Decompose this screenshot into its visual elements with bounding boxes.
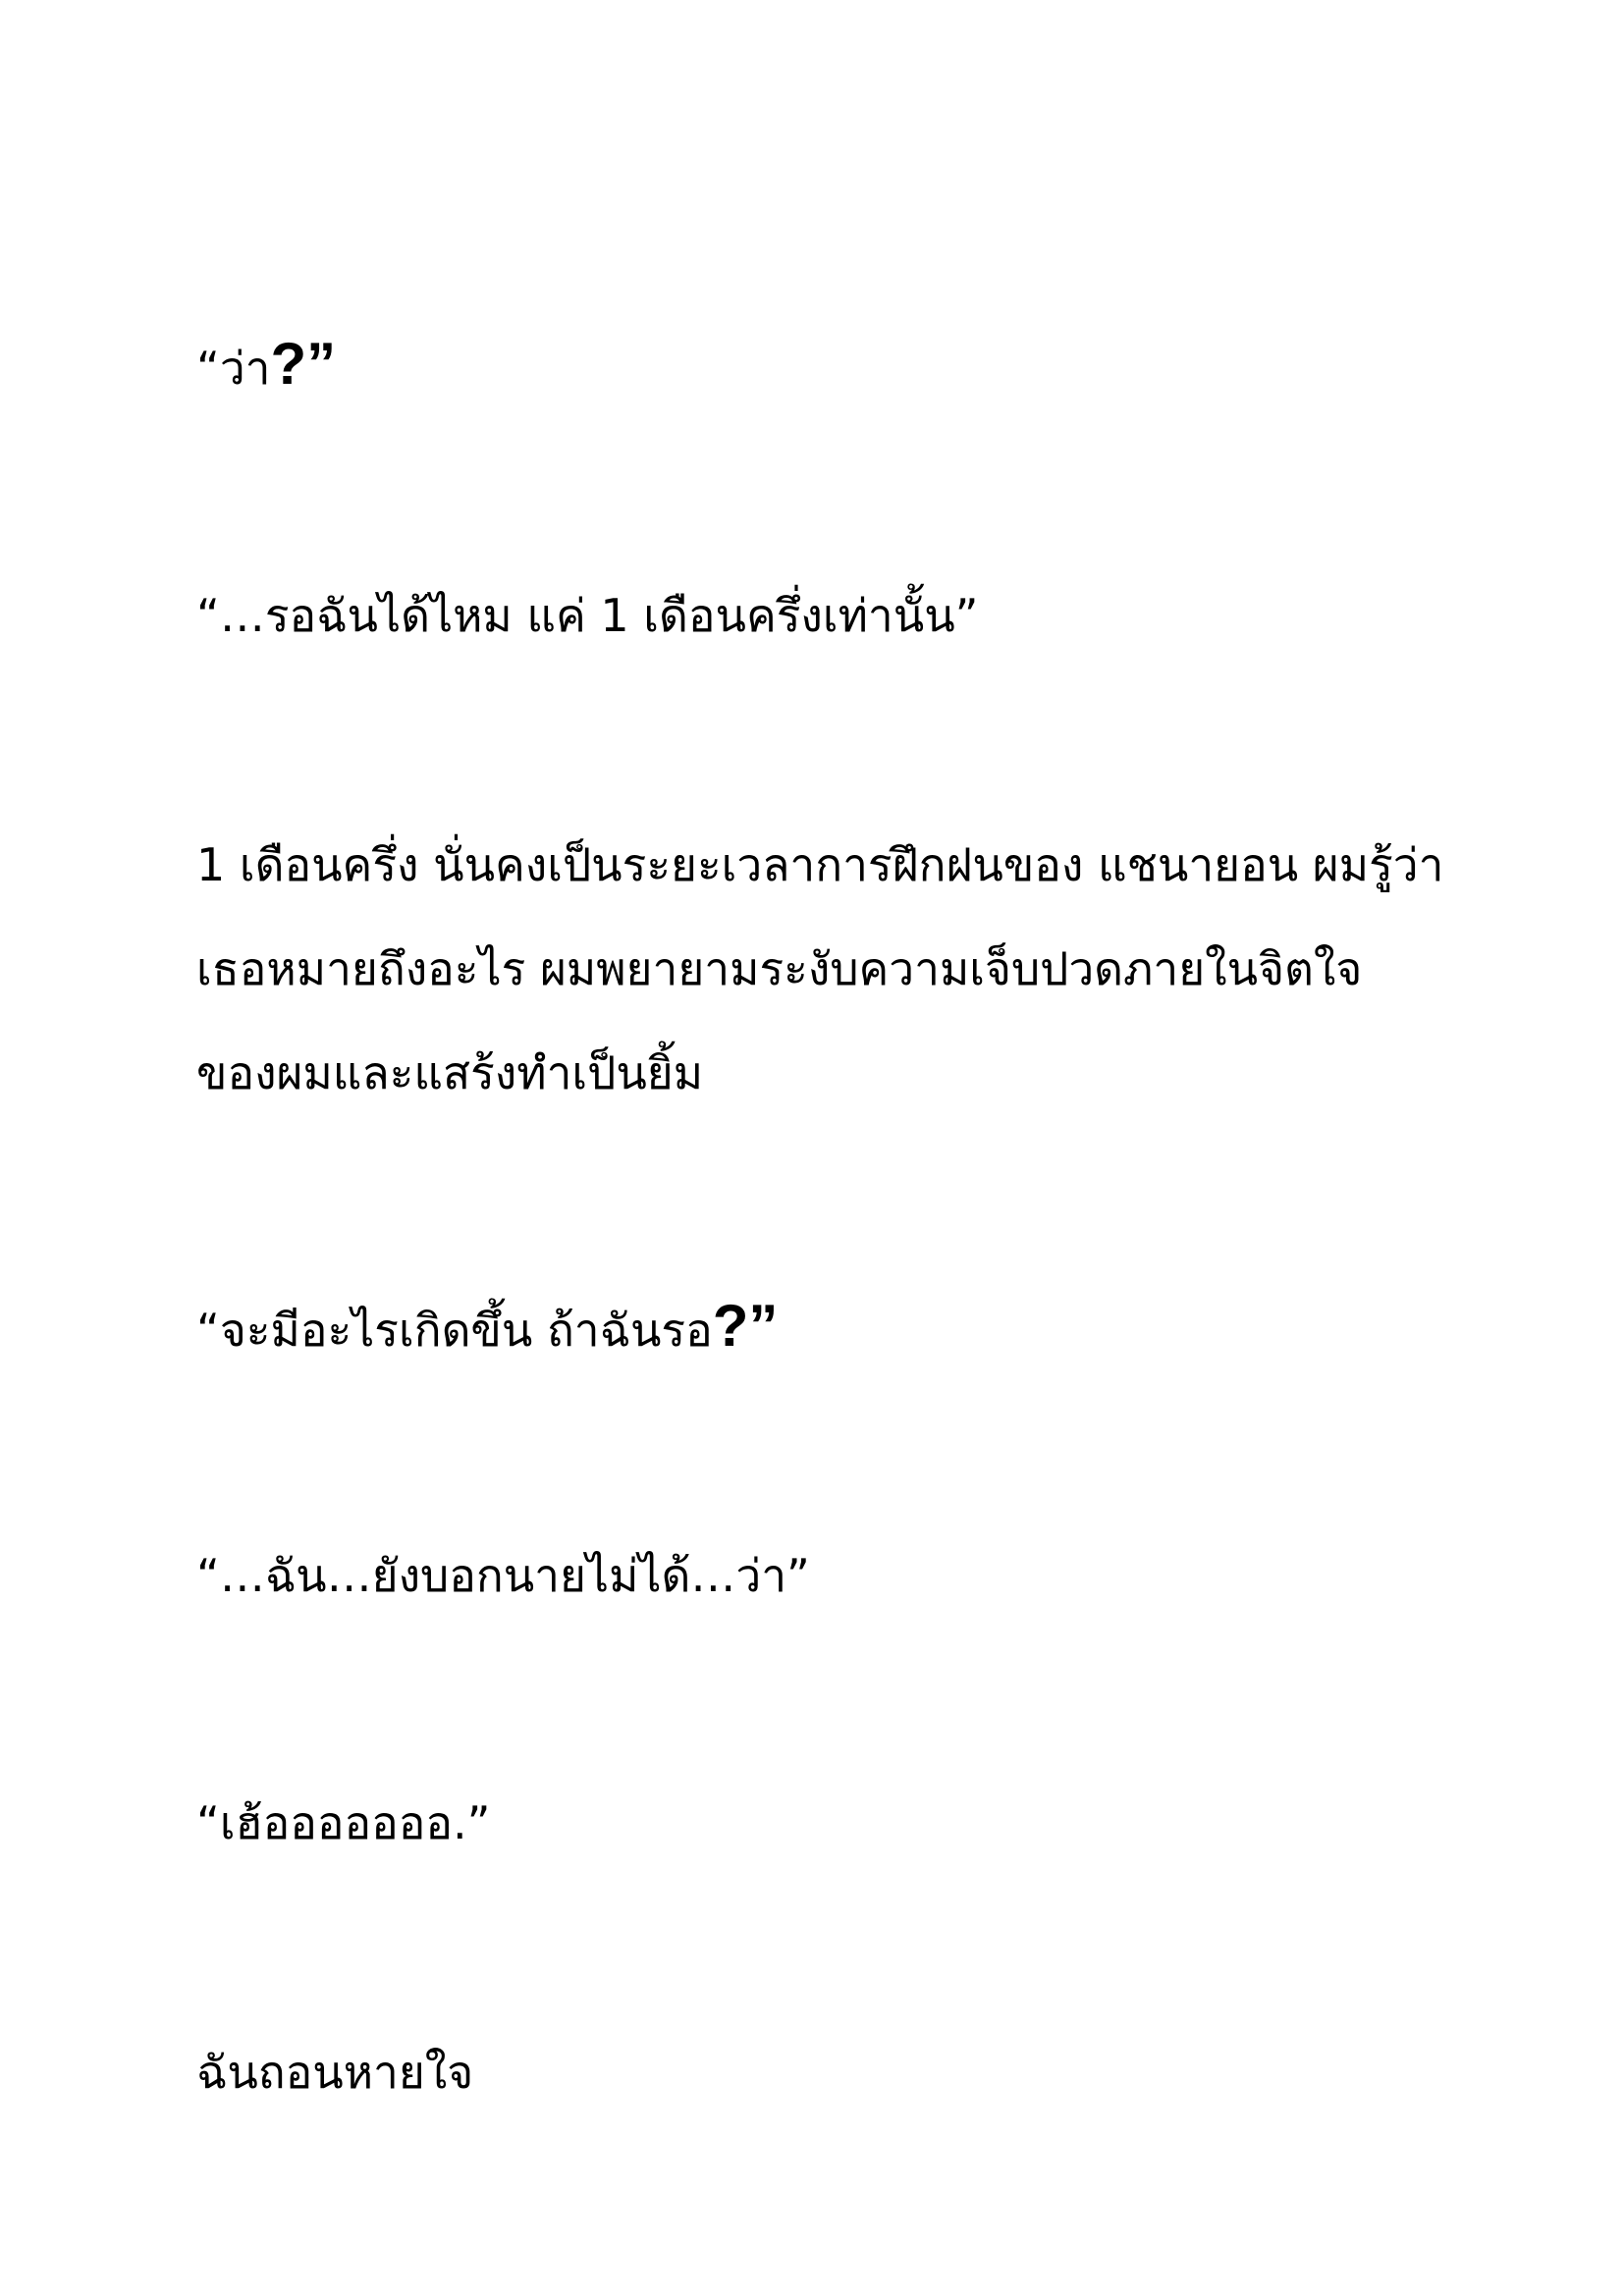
dialogue-paragraph xyxy=(196,563,979,667)
text-line: “…รอฉันได้ไหม แค่ 1 เดือนครึ่งเท่านั้น” xyxy=(196,589,979,642)
text-line: ของผมและแสร้งทำเป็นยิ้ม xyxy=(196,1046,704,1099)
narration-paragraph xyxy=(196,813,1443,1125)
dialogue-paragraph xyxy=(196,1274,778,1382)
text-line xyxy=(196,1274,778,1382)
text-line xyxy=(196,312,336,420)
text-line: เธอหมายถึงอะไร ผมพยายามระงับความเจ็บปวดภายในจิตใจ xyxy=(196,942,1363,995)
dialogue-paragraph xyxy=(196,1523,810,1628)
narration-paragraph xyxy=(196,2020,473,2124)
line-text: “ว่า xyxy=(196,342,271,395)
text-line: 1 เดือนครึ่ง นั่นคงเป็นระยะเวลาการฝึกฝนของ แชนายอน ผมรู้ว่า xyxy=(196,838,1444,891)
text-line: “…ฉัน…ยังบอกนายไม่ได้…ว่า” xyxy=(196,1549,810,1602)
dialogue-paragraph xyxy=(196,312,336,420)
question-mark: ?” xyxy=(270,331,337,397)
question-mark: ?” xyxy=(712,1293,779,1359)
text-line: ฉันถอนหายใจ xyxy=(196,2046,474,2099)
line-text: “จะมีอะไรเกิดขึ้น ถ้าฉันรอ xyxy=(196,1304,713,1357)
text-line: “เฮ้อออออออ.” xyxy=(196,1796,491,1849)
dialogue-paragraph xyxy=(196,1771,490,1875)
